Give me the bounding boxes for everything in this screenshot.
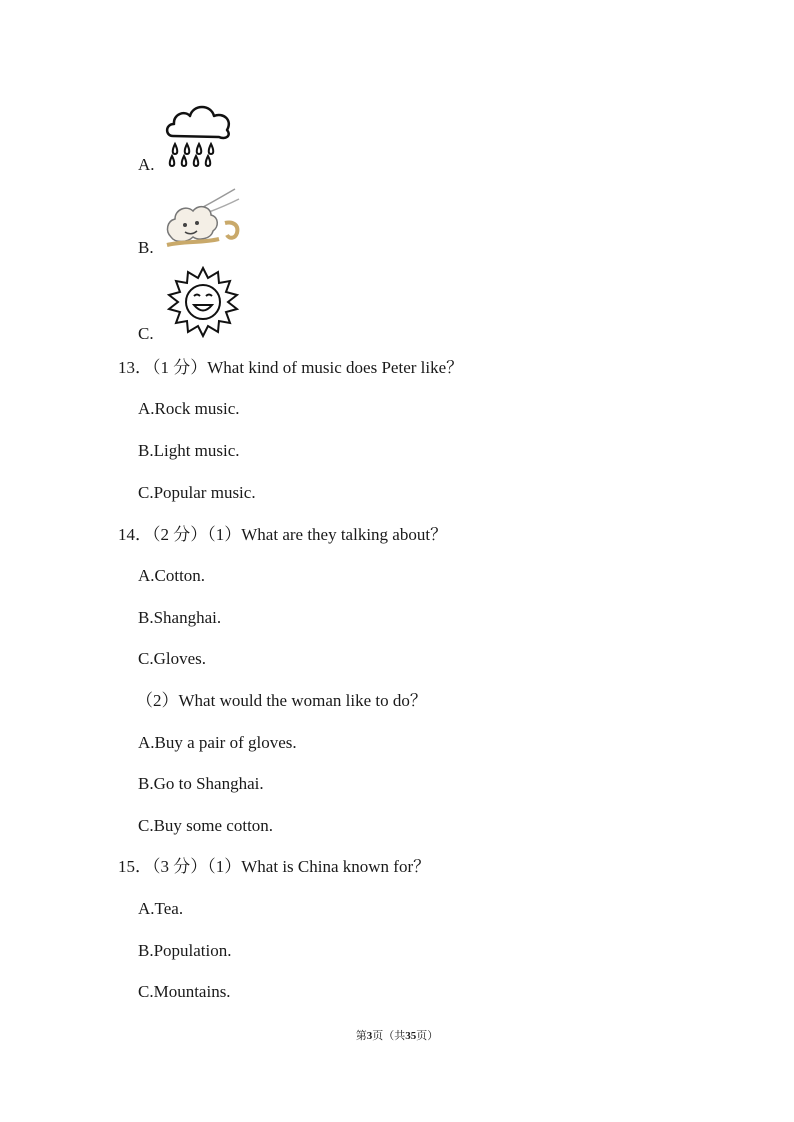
q15-option-b[interactable]: B.Population. <box>138 941 232 960</box>
q14-option-c[interactable]: C.Gloves. <box>138 649 206 668</box>
q15-option-a[interactable]: A.Tea. <box>138 899 184 918</box>
q12-option-a-label: A. <box>138 155 155 174</box>
q15-option-c[interactable]: C.Mountains. <box>138 982 231 1001</box>
page-footer <box>0 1027 794 1043</box>
q12-option-c-label: C. <box>138 324 154 343</box>
q13-option-c[interactable]: C.Popular music. <box>138 483 256 502</box>
q13-stem: 13．（1 分）What kind of music does Peter like？ <box>118 358 464 377</box>
footer-page-number: 3 <box>366 1030 373 1042</box>
q14-option-a[interactable]: A.Cotton. <box>138 566 206 585</box>
q15-stem: 15．（3 分）（1）What is China known for？ <box>118 857 431 876</box>
q14-stem: 14．（2 分）（1）What are they talking about？ <box>118 525 448 544</box>
smiling-sun-icon <box>164 266 242 338</box>
footer-suffix: 页） <box>416 1030 439 1042</box>
q14-sub2-stem: （2）What would the woman like to do？ <box>136 691 427 710</box>
wind-icon <box>163 185 243 251</box>
q13-option-a[interactable]: A.Rock music. <box>138 399 240 418</box>
q14-sub2-option-c[interactable]: C.Buy some cotton. <box>138 816 274 835</box>
q14-option-b[interactable]: B.Shanghai. <box>138 608 222 627</box>
q12-option-b-label: B. <box>138 238 154 257</box>
footer-prefix: 第 <box>355 1030 367 1042</box>
q14-sub2-option-b[interactable]: B.Go to Shanghai. <box>138 774 264 793</box>
footer-total-pages: 35 <box>405 1030 417 1042</box>
footer-middle: 页（共 <box>372 1030 406 1042</box>
q13-option-b[interactable]: B.Light music. <box>138 441 240 460</box>
q14-sub2-option-a[interactable]: A.Buy a pair of gloves. <box>138 733 297 752</box>
rain-cloud-icon <box>163 100 235 170</box>
